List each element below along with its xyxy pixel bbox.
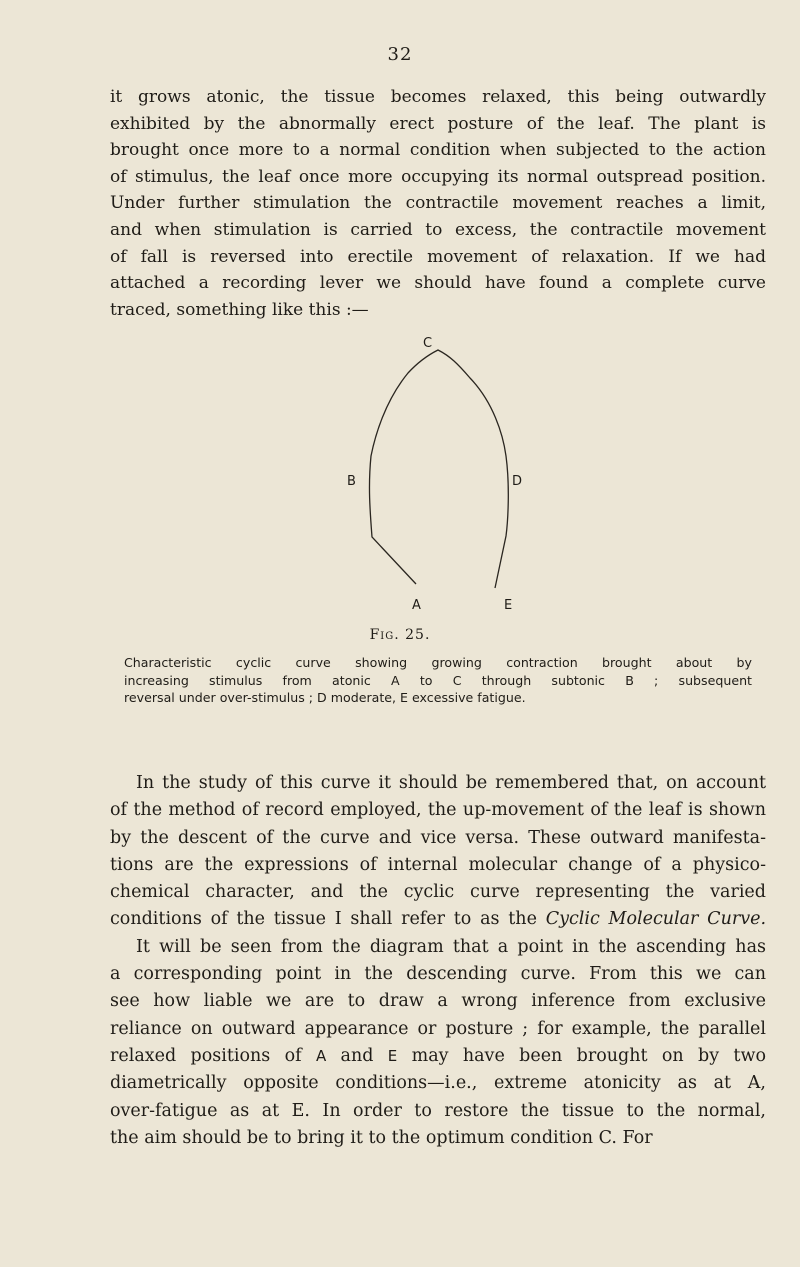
label-d: D [512,474,523,489]
text-fragment: relaxed positions of [110,1045,316,1066]
text-line: by the descent of the curve and vice versa. These outward manifesta- [110,827,766,848]
point-label-e: E [387,1046,398,1065]
text-line [110,906,766,933]
text-fragment: may have been brought on by two [397,1045,766,1066]
text-line: exhibited by the abnormally erect posture of the leaf. The plant is [110,113,766,134]
label-c: C [423,336,433,351]
text-line: tions are the expressions of internal molecular change of a physico- [110,854,766,875]
caption-line: Characteristic cyclic curve showing growing contraction brought about by [124,655,752,670]
text-line: over-fatigue as at E. In order to restore the tissue to the normal, [110,1100,766,1121]
paragraph-intro [110,84,766,323]
text-line: see how liable we are to draw a wrong inference from exclusive [110,991,766,1012]
text-line [110,1043,766,1070]
cyclic-curve [369,350,508,588]
text-line: traced, something like this :— [110,299,369,320]
text-line: of the method of record employed, the up-movement of the leaf is shown [110,800,766,821]
text-fragment: conditions of the tissue I shall refer to as the [110,909,546,930]
text-line: Under further stimulation the contractile movement reaches a limit, [110,193,766,214]
text-fragment: and [326,1045,388,1066]
curve-name-emphasis: Cyclic Molecular Curve. [545,909,767,930]
text-line: attached a recording lever we should have found a complete curve [110,273,766,294]
caption-line: increasing stimulus from atonic A to C through subtonic B ; subsequent [124,672,752,688]
text-line: brought once more to a normal condition when subjected to the action [110,140,766,161]
page-number: 32 [387,44,413,65]
text-line: of stimulus, the leaf once more occupying its normal outspread position. [110,166,766,187]
text-line: reliance on outward appearance or posture ; for example, the parallel [110,1018,766,1039]
label-b: B [347,474,356,489]
text-line: chemical character, and the cyclic curve representing the varied [110,882,766,903]
point-label-a: A [315,1046,327,1065]
figure-caption [124,654,752,707]
text-line: In the study of this curve it should be remembered that, on account [136,773,766,793]
paragraph-study [110,770,766,1152]
cyclic-curve-diagram [330,336,580,626]
caption-line: reversal under over-stimulus ; D moderate, E excessive fatigue. [124,690,526,706]
text-line: a corresponding point in the descending curve. From this we can [110,964,766,985]
text-line: diametrically opposite conditions—i.e., extreme atonicity as at A, [110,1073,766,1094]
text-line: the aim should be to bring it to the optimum condition C. For [110,1127,653,1148]
cyclic-curve-figure [330,336,580,626]
figure-title: Fig. 25. [369,627,431,643]
text-line: of fall is reversed into erectile movement of relaxation. If we had [110,246,766,267]
text-line: it grows atonic, the tissue becomes relaxed, this being outwardly [110,87,766,107]
text-line: It will be seen from the diagram that a point in the ascending has [136,936,766,957]
label-e: E [504,598,513,613]
text-line: and when stimulation is carried to excess, the contractile movement [110,219,766,240]
label-a: A [412,598,421,613]
